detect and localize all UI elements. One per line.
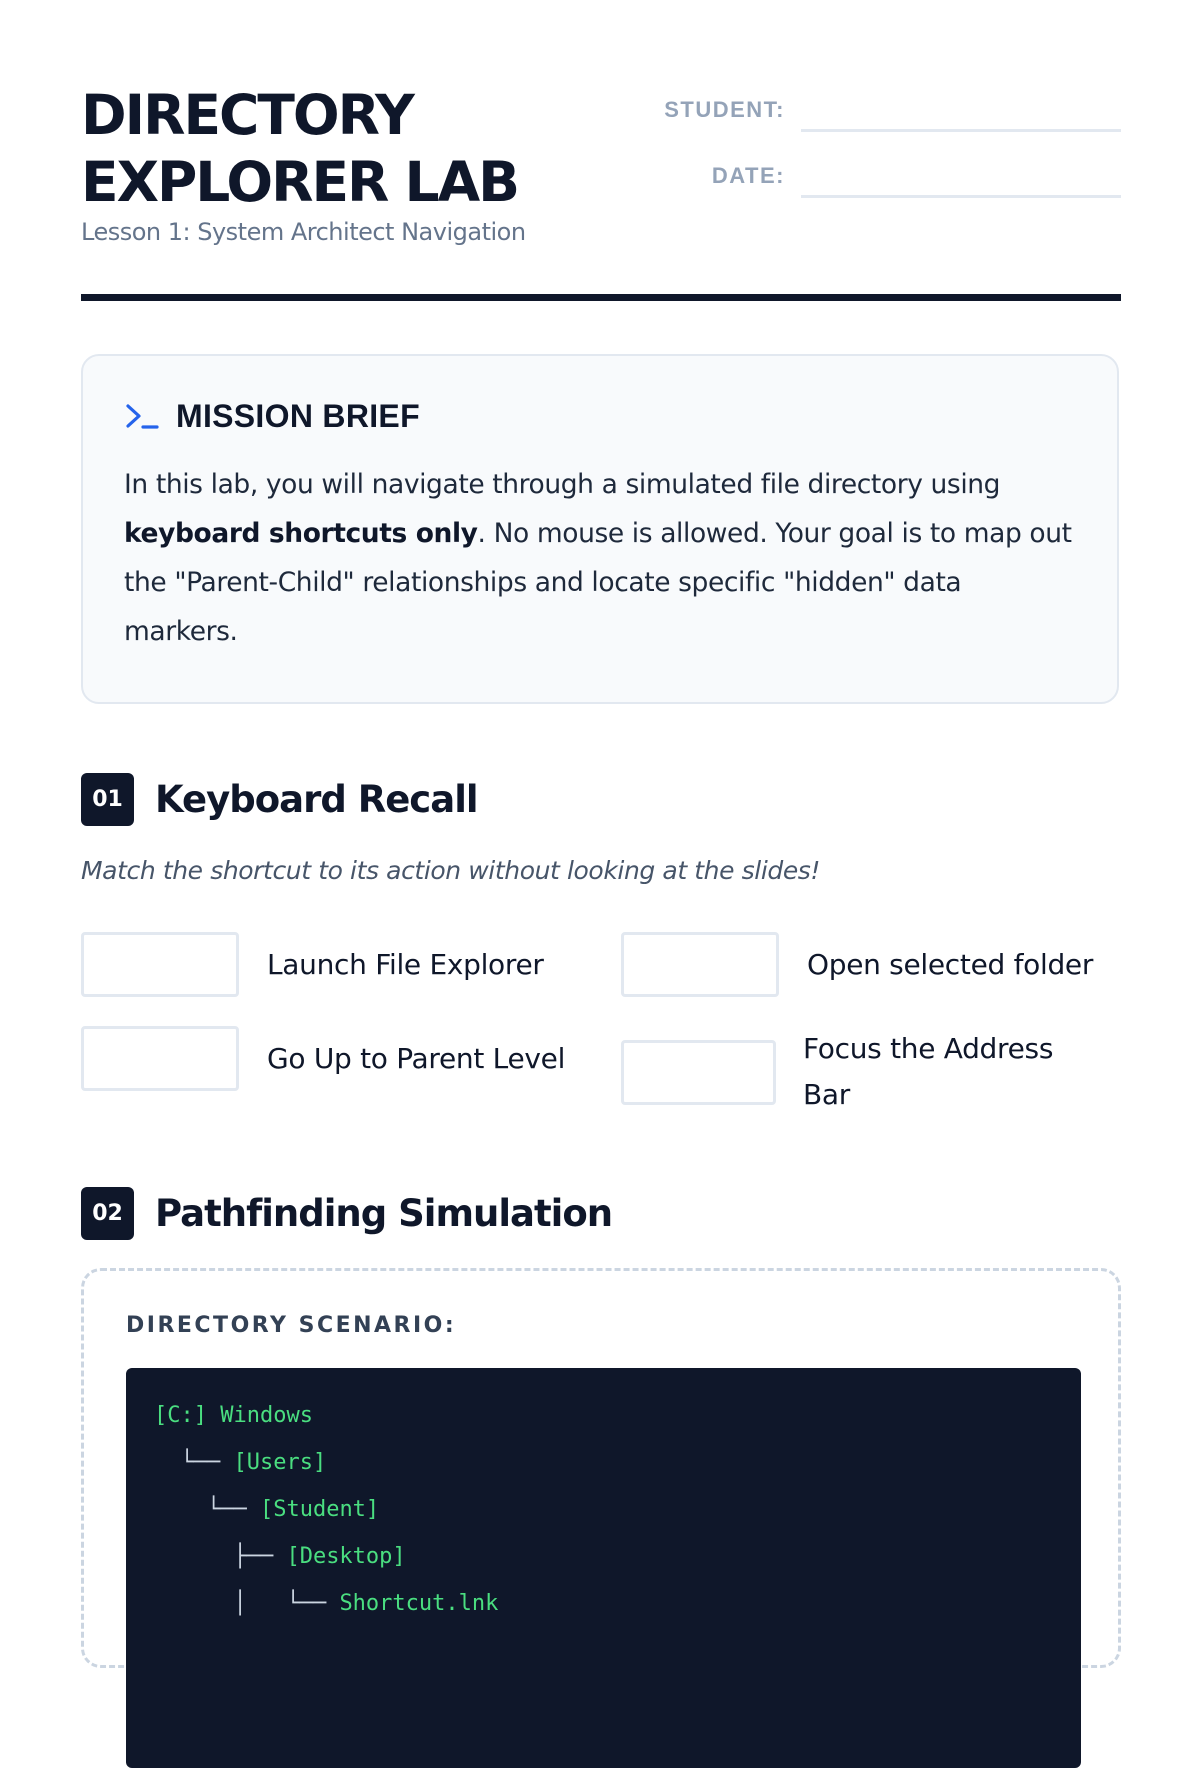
tree-branch-glyph: └── bbox=[154, 1450, 234, 1475]
mission-brief-card bbox=[81, 354, 1119, 704]
section-pathfinding-header bbox=[81, 1187, 612, 1240]
date-field bbox=[712, 154, 1121, 198]
tree-branch-glyph: └── bbox=[154, 1497, 260, 1522]
tree-line bbox=[154, 1580, 1053, 1627]
match-item bbox=[81, 932, 544, 997]
tree-line bbox=[154, 1392, 1053, 1439]
scenario-label: DIRECTORY SCENARIO: bbox=[126, 1313, 457, 1338]
tree-node-name: Shortcut.lnk bbox=[339, 1591, 499, 1616]
header-divider bbox=[81, 294, 1121, 301]
tree-node-name: [C:] Windows bbox=[154, 1403, 313, 1428]
answer-box[interactable] bbox=[621, 1040, 776, 1105]
answer-box[interactable] bbox=[81, 1026, 239, 1091]
mission-brief-title: MISSION BRIEF bbox=[176, 397, 420, 434]
match-action-label: Launch File Explorer bbox=[267, 947, 544, 981]
match-item bbox=[81, 1026, 565, 1091]
tree-branch-glyph: │ └── bbox=[154, 1591, 340, 1616]
section-number-badge: 01 bbox=[81, 773, 134, 826]
brief-text-intro: In this lab, you will navigate through a simulated file directory using bbox=[124, 469, 1001, 500]
page-subtitle: Lesson 1: System Architect Navigation bbox=[81, 218, 526, 246]
tree-line bbox=[154, 1533, 1053, 1580]
match-action-label: Focus the Address Bar bbox=[803, 1032, 1054, 1111]
tree-node-name: [Users] bbox=[233, 1450, 327, 1475]
page-title bbox=[81, 82, 621, 216]
student-input-line[interactable] bbox=[801, 89, 1121, 132]
tree-line bbox=[154, 1486, 1053, 1533]
mission-brief-text bbox=[124, 460, 1077, 656]
terminal-prompt-icon bbox=[124, 401, 160, 431]
section-title: Keyboard Recall bbox=[155, 778, 478, 821]
match-action-label: Open selected folder bbox=[807, 947, 1094, 981]
brief-text-emphasis: keyboard shortcuts only bbox=[124, 518, 478, 549]
title-line-2: EXPLORER LAB bbox=[81, 150, 519, 214]
date-input-line[interactable] bbox=[801, 155, 1121, 198]
directory-scenario-card bbox=[81, 1268, 1121, 1668]
section-number-badge: 02 bbox=[81, 1187, 134, 1240]
student-label: STUDENT: bbox=[664, 97, 785, 122]
section-keyboard-recall-header bbox=[81, 773, 478, 826]
directory-tree-code-block bbox=[126, 1368, 1081, 1768]
mission-brief-header bbox=[124, 396, 1077, 436]
brief-text-rest: . No mouse is allowed. Your goal is to map out the "Parent-Child" relationships and locate specific "hidden" data markers. bbox=[124, 518, 1072, 647]
match-action-label: Go Up to Parent Level bbox=[267, 1041, 566, 1075]
match-item bbox=[621, 932, 1093, 997]
date-label: DATE: bbox=[711, 163, 785, 188]
answer-box[interactable] bbox=[81, 932, 239, 997]
section-instructions: Match the shortcut to its action without looking at the slides! bbox=[81, 856, 821, 885]
answer-box[interactable] bbox=[621, 932, 779, 997]
tree-node-name: [Desktop] bbox=[286, 1544, 406, 1569]
tree-branch-glyph: ├── bbox=[154, 1544, 287, 1569]
match-item bbox=[621, 1026, 1083, 1118]
tree-node-name: [Student] bbox=[259, 1497, 380, 1522]
title-line-1: DIRECTORY bbox=[81, 83, 413, 147]
student-field bbox=[664, 88, 1121, 132]
section-title: Pathfinding Simulation bbox=[155, 1192, 613, 1235]
tree-line bbox=[154, 1439, 1053, 1486]
